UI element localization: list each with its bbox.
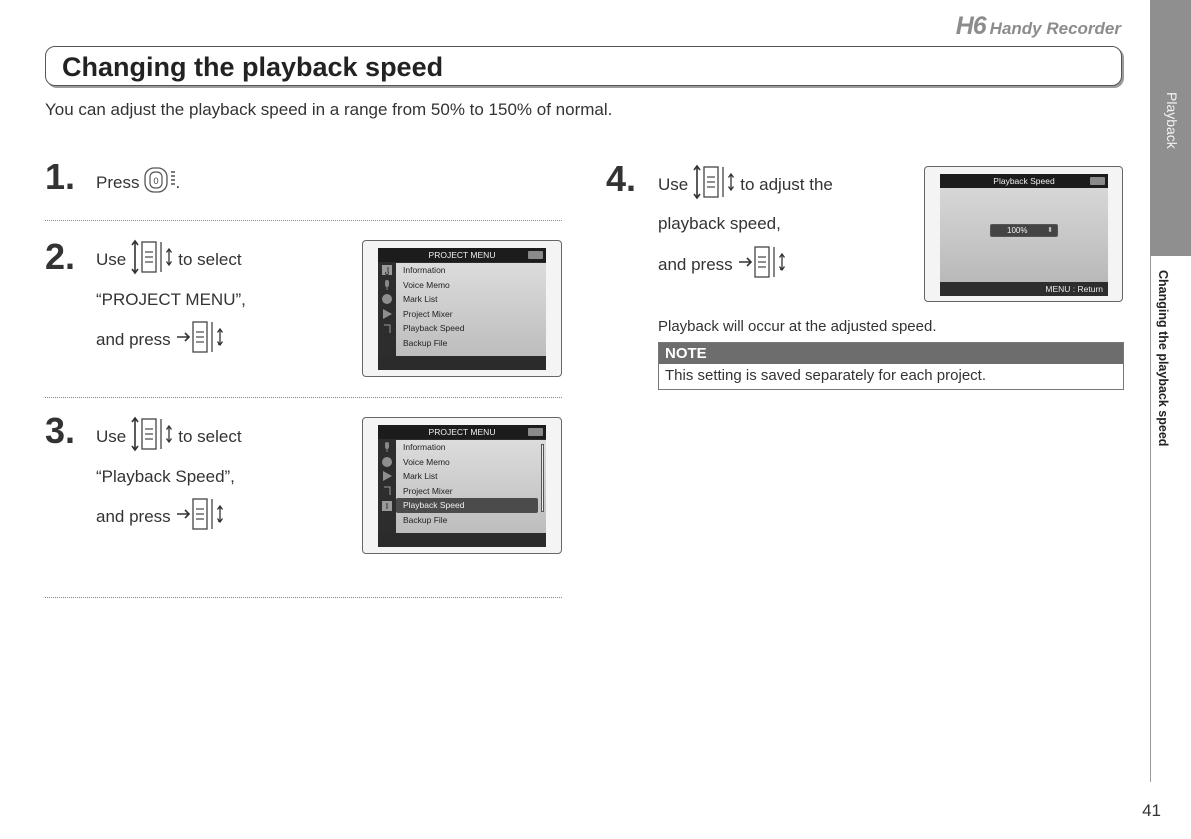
step-3-line2: “Playback Speed”, xyxy=(96,467,235,486)
step-3-line1 xyxy=(96,415,242,458)
lcd-display xyxy=(378,248,546,370)
step-2-line1 xyxy=(96,238,242,281)
play-icon xyxy=(378,307,396,322)
step-divider-2 xyxy=(45,397,562,398)
step-2-press: and press xyxy=(96,329,171,349)
page-title: Changing the playback speed xyxy=(62,52,444,82)
note-file-icon xyxy=(378,484,396,499)
step-4-line2: playback speed, xyxy=(658,214,781,233)
menu-button-icon xyxy=(142,166,181,199)
menu-item-mark-list[interactable]: Mark List xyxy=(403,294,438,305)
step-2-line3 xyxy=(96,318,221,361)
product-name: Handy Recorder xyxy=(989,19,1121,38)
lcd-footer xyxy=(378,533,546,547)
lcd-footer xyxy=(378,356,546,370)
step-2-end: . xyxy=(216,329,222,349)
battery-icon xyxy=(1090,177,1105,185)
step-4-adjust: to adjust the xyxy=(740,174,833,194)
menu-icon-column xyxy=(378,263,396,356)
model-name: H6 xyxy=(955,12,986,40)
battery-icon xyxy=(528,428,543,436)
menu-item-playback-speed[interactable]: Playback Speed xyxy=(403,323,465,334)
lcd-title: PROJECT MENU xyxy=(378,248,546,262)
side-tab-label: Playback xyxy=(1164,92,1180,149)
music-note-icon xyxy=(378,263,396,278)
side-section-label: Changing the playback speed xyxy=(1156,270,1170,447)
step-2-number: 2. xyxy=(45,236,76,277)
scroll-up-down-icon xyxy=(691,163,737,206)
play-icon xyxy=(378,469,396,484)
lcd-footer-return: MENU : Return xyxy=(1045,284,1103,294)
speed-value-field[interactable] xyxy=(990,224,1058,237)
intro-text: You can adjust the playback speed in a range from 50% to 150% of normal. xyxy=(45,100,613,119)
scroll-up-down-icon xyxy=(129,238,175,281)
step-3-use: Use xyxy=(96,426,127,446)
circle-icon xyxy=(378,292,396,307)
step-3-end: . xyxy=(216,506,222,526)
microphone-icon xyxy=(378,440,396,455)
step-1-number: 1. xyxy=(45,156,76,197)
note-label: NOTE xyxy=(659,343,1123,364)
step-2-select: to select xyxy=(178,249,242,269)
step-4-press: and press xyxy=(658,254,733,274)
playback-speed-screen xyxy=(924,166,1123,302)
lcd-title: PROJECT MENU xyxy=(378,425,546,439)
note-text: This setting is saved separately for each project. xyxy=(665,367,986,384)
lcd-title: Playback Speed xyxy=(940,174,1108,188)
step-4-number: 4. xyxy=(606,158,637,199)
step-4-line3 xyxy=(658,243,783,286)
svg-text:0: 0 xyxy=(153,177,160,187)
step-4-line1 xyxy=(658,163,833,206)
menu-item-backup-file[interactable]: Backup File xyxy=(403,337,448,348)
menu-item-voice-memo[interactable]: Voice Memo xyxy=(403,456,450,467)
step-3-number: 3. xyxy=(45,410,76,451)
menu-item-project-mixer[interactable]: Project Mixer xyxy=(403,308,453,319)
step-2-use: Use xyxy=(96,249,127,269)
step-3-press: and press xyxy=(96,506,171,526)
speed-value: 100% xyxy=(1007,226,1028,235)
menu-item-mark-list[interactable]: Mark List xyxy=(403,471,438,482)
battery-icon xyxy=(528,251,543,259)
step-2-line2: “PROJECT MENU”, xyxy=(96,290,246,309)
project-menu-selected-screen xyxy=(362,417,562,554)
menu-list xyxy=(396,440,546,533)
menu-scrollbar[interactable] xyxy=(541,444,544,512)
menu-item-information[interactable]: Information xyxy=(403,265,446,275)
menu-item-project-mixer[interactable]: Project Mixer xyxy=(403,485,453,496)
menu-item-voice-memo[interactable]: Voice Memo xyxy=(403,279,450,290)
menu-icon-column xyxy=(378,440,396,533)
menu-item-information[interactable]: Information xyxy=(403,442,446,452)
title-box xyxy=(45,46,1122,86)
info-icon xyxy=(378,498,396,513)
step-1-line1 xyxy=(96,166,180,199)
circle-icon xyxy=(378,455,396,470)
step-3-select: to select xyxy=(178,426,242,446)
spinner-arrows-icon: ⬍ xyxy=(1047,227,1053,234)
step-1-text: Press xyxy=(96,172,140,192)
microphone-icon xyxy=(378,278,396,293)
step-4-use: Use xyxy=(658,174,689,194)
header-brand xyxy=(956,12,1121,41)
note-file-icon xyxy=(378,321,396,336)
step-1-end: . xyxy=(175,172,181,192)
note-box xyxy=(658,342,1124,390)
lcd-display xyxy=(378,425,546,547)
menu-item-playback-speed-selected[interactable]: Playback Speed xyxy=(396,498,538,513)
result-text: Playback will occur at the adjusted speed. xyxy=(658,318,937,335)
page-number: 41 xyxy=(1142,801,1161,820)
step-divider-1 xyxy=(45,220,562,221)
menu-item-backup-file[interactable]: Backup File xyxy=(403,514,448,525)
step-3-line3 xyxy=(96,495,221,538)
step-divider-3 xyxy=(45,597,562,598)
step-4-end: . xyxy=(778,254,784,274)
lcd-display xyxy=(940,174,1108,296)
scroll-up-down-icon xyxy=(129,415,175,458)
side-divider xyxy=(1150,256,1151,782)
menu-list xyxy=(396,263,546,356)
project-menu-screen xyxy=(362,240,562,377)
playback-speed-body xyxy=(940,188,1108,282)
